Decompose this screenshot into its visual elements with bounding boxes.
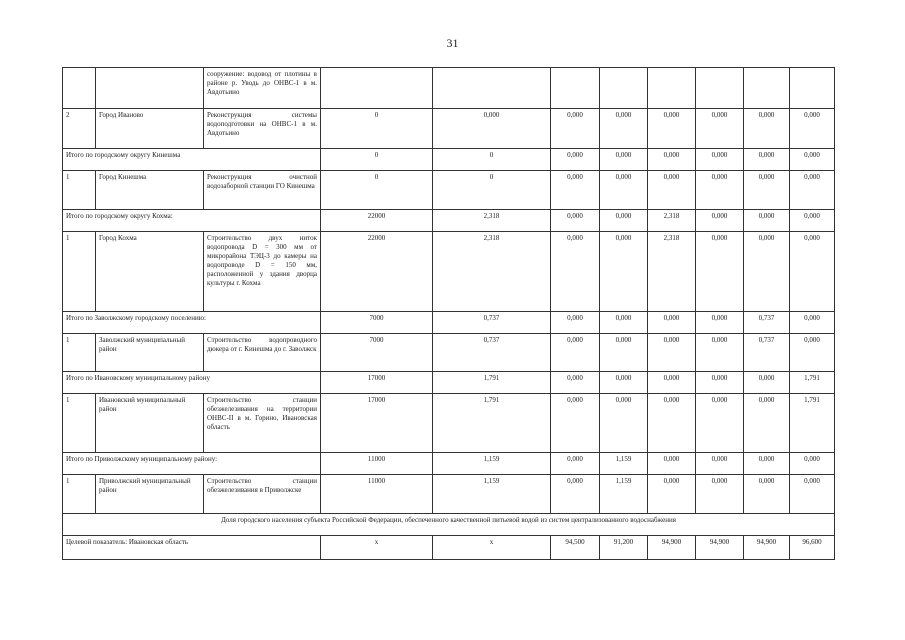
cell-total: 1,791	[433, 372, 551, 394]
cell-year-3: 94,900	[648, 536, 696, 560]
municipality-name: Ивановский муниципальный район	[96, 394, 204, 453]
row-number: 2	[63, 109, 96, 149]
cell-year-2: 1,159	[600, 453, 648, 475]
row-number: 1	[63, 475, 96, 514]
target-indicator-label: Целевой показатель: Ивановская область	[63, 536, 321, 560]
cell-year-2	[600, 68, 648, 109]
project-description: сооружение: водовод от плотины в районе р. Уводь до ОНВС-1 в м. Авдотьино	[204, 68, 321, 109]
project-description: Строительство станции обезжелезивания в Приволжске	[204, 475, 321, 514]
municipality-name: Заволжский муниципальный район	[96, 334, 204, 372]
cell-year-4: 0,000	[696, 210, 744, 232]
cell-year-5	[744, 68, 790, 109]
cell-total: 1,791	[433, 394, 551, 453]
target-indicator-row	[63, 536, 835, 560]
cell-year-6: 0,000	[790, 210, 835, 232]
table-row	[63, 394, 835, 453]
cell-capacity: 22000	[321, 232, 433, 312]
cell-year-4: 0,000	[696, 149, 744, 171]
cell-year-2: 0,000	[600, 372, 648, 394]
cell-year-3: 0,000	[648, 149, 696, 171]
section-heading-row	[63, 514, 835, 536]
subtotal-label: Итого по Заволжскому городскому поселению:	[63, 312, 321, 334]
page-number: 31	[446, 36, 459, 50]
cell-year-5: 0,737	[744, 312, 790, 334]
cell-year-3: 0,000	[648, 109, 696, 149]
cell-year-6: 0,000	[790, 149, 835, 171]
cell-year-5: 0,000	[744, 372, 790, 394]
cell-year-2: 0,000	[600, 109, 648, 149]
cell-year-3: 0,000	[648, 372, 696, 394]
project-description: Строительство станции обезжелезивания на территории ОНВС-II в м. Горино, Ивановская область	[204, 394, 321, 453]
cell-capacity: 11000	[321, 453, 433, 475]
cell-total: 0,000	[433, 109, 551, 149]
cell-year-3: 0,000	[648, 394, 696, 453]
cell-capacity: 7000	[321, 312, 433, 334]
table-row	[63, 68, 835, 109]
cell-year-4: 94,900	[696, 536, 744, 560]
cell-year-6: 0,000	[790, 232, 835, 312]
cell-year-1	[551, 68, 600, 109]
cell-year-2: 0,000	[600, 171, 648, 210]
project-description: Строительство водопроводного дюкера от г. Кинешма до г. Заволжск	[204, 334, 321, 372]
cell-year-5: 0,000	[744, 171, 790, 210]
cell-year-3: 2,318	[648, 210, 696, 232]
cell-year-2: 0,000	[600, 210, 648, 232]
subtotal-label: Итого по городскому округу Кинешма	[63, 149, 321, 171]
section-heading: Доля городского населения субъекта Российской Федерации, обеспеченного качественной питьевой водой из систем централизованного водоснабжения	[63, 514, 835, 536]
table-row	[63, 475, 835, 514]
cell-year-3: 0,000	[648, 475, 696, 514]
subtotal-row	[63, 210, 835, 232]
cell-year-1: 0,000	[551, 334, 600, 372]
row-number: 1	[63, 394, 96, 453]
cell-capacity: х	[321, 536, 433, 560]
cell-year-6: 1,791	[790, 394, 835, 453]
cell-year-6: 0,000	[790, 475, 835, 514]
municipality-name: Город Кохма	[96, 232, 204, 312]
subtotal-row	[63, 372, 835, 394]
subtotal-label: Итого по Ивановскому муниципальному району	[63, 372, 321, 394]
cell-total: 2,318	[433, 210, 551, 232]
cell-year-2: 0,000	[600, 334, 648, 372]
project-description: Реконструкция очистной водозаборной станции ГО Кинешма	[204, 171, 321, 210]
cell-year-5: 0,000	[744, 210, 790, 232]
cell-year-5: 0,000	[744, 232, 790, 312]
subtotal-label: Итого по городскому округу Кохма:	[63, 210, 321, 232]
cell-year-1: 0,000	[551, 210, 600, 232]
cell-total: х	[433, 536, 551, 560]
table-row	[63, 109, 835, 149]
cell-capacity: 11000	[321, 475, 433, 514]
cell-year-4: 0,000	[696, 171, 744, 210]
cell-year-6: 0,000	[790, 453, 835, 475]
cell-year-2: 0,000	[600, 232, 648, 312]
cell-year-1: 0,000	[551, 475, 600, 514]
cell-year-3: 0,000	[648, 453, 696, 475]
cell-year-3	[648, 68, 696, 109]
cell-total: 0	[433, 171, 551, 210]
cell-year-1: 0,000	[551, 372, 600, 394]
cell-capacity: 17000	[321, 372, 433, 394]
cell-year-4: 0,000	[696, 312, 744, 334]
cell-total: 0,737	[433, 334, 551, 372]
cell-year-3: 0,000	[648, 334, 696, 372]
cell-year-4: 0,000	[696, 475, 744, 514]
subtotal-label: Итого по Приволжскому муниципальному району:	[63, 453, 321, 475]
cell-year-5: 0,000	[744, 453, 790, 475]
cell-year-5: 0,737	[744, 334, 790, 372]
cell-year-4: 0,000	[696, 394, 744, 453]
municipality-name: Город Кинешма	[96, 171, 204, 210]
cell-year-5: 94,900	[744, 536, 790, 560]
cell-year-5: 0,000	[744, 475, 790, 514]
cell-capacity: 0	[321, 171, 433, 210]
municipality-name: Приволжский муниципальный район	[96, 475, 204, 514]
cell-year-4: 0,000	[696, 334, 744, 372]
cell-year-6: 96,600	[790, 536, 835, 560]
cell-capacity	[321, 68, 433, 109]
cell-year-1: 0,000	[551, 149, 600, 171]
cell-capacity: 17000	[321, 394, 433, 453]
cell-year-3: 0,000	[648, 312, 696, 334]
cell-year-1: 0,000	[551, 453, 600, 475]
row-number	[63, 68, 96, 109]
cell-year-3: 2,318	[648, 232, 696, 312]
table-row	[63, 171, 835, 210]
cell-total: 1,159	[433, 475, 551, 514]
row-number: 1	[63, 232, 96, 312]
cell-year-4: 0,000	[696, 109, 744, 149]
cell-capacity: 7000	[321, 334, 433, 372]
cell-year-6: 0,000	[790, 312, 835, 334]
row-number: 1	[63, 334, 96, 372]
cell-year-6: 0,000	[790, 334, 835, 372]
cell-year-4: 0,000	[696, 232, 744, 312]
project-description: Строительство двух ниток водопровода D = 300 мм от микрорайона ТЭЦ-3 до камеры на водопроводе D = 150 мм, расположенной у здания дворца культуры г. Кохма	[204, 232, 321, 312]
municipality-name: Город Иваново	[96, 109, 204, 149]
cell-year-4	[696, 68, 744, 109]
subtotal-row	[63, 312, 835, 334]
cell-year-1: 0,000	[551, 394, 600, 453]
cell-year-6: 1,791	[790, 372, 835, 394]
cell-year-1: 0,000	[551, 312, 600, 334]
cell-year-6: 0,000	[790, 109, 835, 149]
cell-year-1: 94,500	[551, 536, 600, 560]
cell-year-2: 1,159	[600, 475, 648, 514]
cell-capacity: 22000	[321, 210, 433, 232]
cell-year-4: 0,000	[696, 453, 744, 475]
cell-total: 1,159	[433, 453, 551, 475]
cell-year-3: 0,000	[648, 171, 696, 210]
municipality-name	[96, 68, 204, 109]
cell-year-5: 0,000	[744, 394, 790, 453]
cell-year-5: 0,000	[744, 149, 790, 171]
row-number: 1	[63, 171, 96, 210]
subtotal-row	[63, 453, 835, 475]
investment-program-table	[62, 67, 835, 560]
cell-year-6	[790, 68, 835, 109]
cell-year-6: 0,000	[790, 171, 835, 210]
cell-total: 2,318	[433, 232, 551, 312]
cell-year-1: 0,000	[551, 232, 600, 312]
cell-capacity: 0	[321, 109, 433, 149]
cell-year-2: 0,000	[600, 312, 648, 334]
cell-year-1: 0,000	[551, 171, 600, 210]
table-row	[63, 334, 835, 372]
project-description: Реконструкция системы водоподготовки на ОНВС-1 в м. Авдотьино	[204, 109, 321, 149]
cell-year-5: 0,000	[744, 109, 790, 149]
cell-total: 0,737	[433, 312, 551, 334]
cell-year-4: 0,000	[696, 372, 744, 394]
cell-year-2: 0,000	[600, 394, 648, 453]
cell-total: 0	[433, 149, 551, 171]
cell-year-1: 0,000	[551, 109, 600, 149]
cell-year-2: 91,200	[600, 536, 648, 560]
cell-total	[433, 68, 551, 109]
cell-capacity: 0	[321, 149, 433, 171]
cell-year-2: 0,000	[600, 149, 648, 171]
table-row	[63, 232, 835, 312]
subtotal-row	[63, 149, 835, 171]
